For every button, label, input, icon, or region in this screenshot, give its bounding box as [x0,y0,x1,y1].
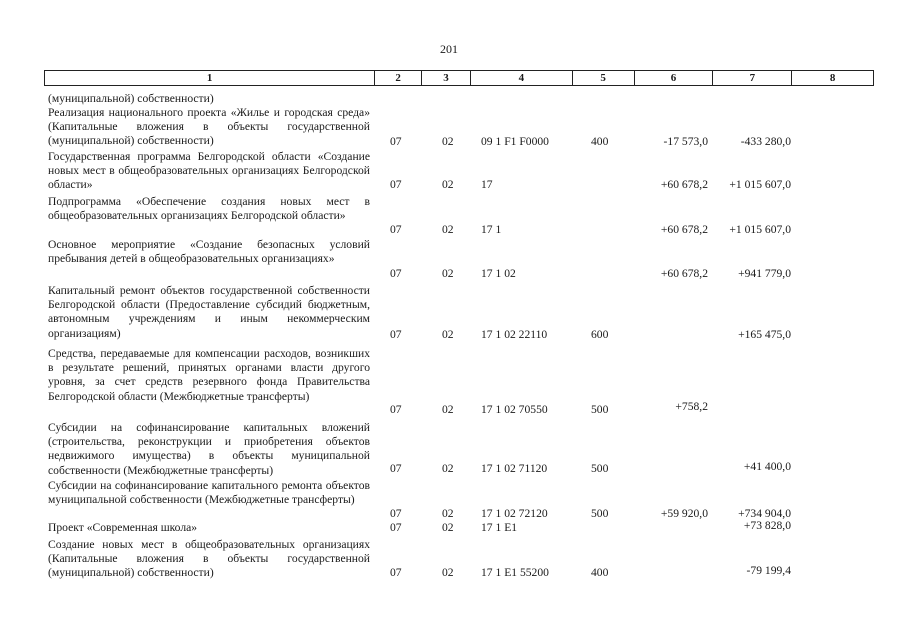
row-target-code: 17 1 02 71120 [481,462,548,475]
row-amount-col6: +60 678,2 [660,223,708,236]
row-expense-type: 500 [591,462,609,475]
row-description: Создание новых мест в общеобразовательных организациях (Капитальные вложения в объекты государственной (муниципальной) собственности) [48,538,370,580]
row-target-code: 09 1 F1 F0000 [481,135,549,148]
row-description: Средства, передаваемые для компенсации расходов, возникших в результате решений, принятых органами власти другого уровня, за счет средств резервного фонда Правительства Белгородской области (Межбюджетные трансферты) [48,347,370,403]
row-subsection: 02 [442,462,454,475]
row-expense-type: 500 [591,507,609,520]
row-amount-col6: +59 920,0 [660,507,708,520]
row-amount-col7: +165 475,0 [738,328,791,341]
row-section: 07 [390,462,402,475]
row-amount-col7: +941 779,0 [738,267,791,280]
row-target-code: 17 1 E1 [481,521,518,534]
row-target-code: 17 1 E1 55200 [481,566,549,579]
row-amount-col7: +1 015 607,0 [729,178,791,191]
row-subsection: 02 [442,223,454,236]
row-target-code: 17 1 02 70550 [481,403,548,416]
row-description: Основное мероприятие «Создание безопасных условий пребывания детей в общеобразовательных организациях» [48,238,370,266]
table-header [44,70,874,86]
row-subsection: 02 [442,135,454,148]
header-col-1: 1 [45,71,375,85]
row-amount-col7: -79 199,4 [746,564,791,577]
row-section: 07 [390,267,402,280]
row-amount-col6: +60 678,2 [660,267,708,280]
row-subsection: 02 [442,328,454,341]
row-section: 07 [390,223,402,236]
header-col-2: 2 [375,71,422,85]
header-col-6: 6 [635,71,714,85]
row-target-code: 17 1 02 22110 [481,328,548,341]
row-description: Субсидии на софинансирование капитальных вложений (строительства, реконструкции и приобретения объектов недвижимого имущества) в объекты муниципальной собственности (Межбюджетные трансферты) [48,421,370,477]
header-col-4: 4 [471,71,573,85]
row-target-code: 17 1 02 72120 [481,507,548,520]
header-col-5: 5 [573,71,635,85]
row-section: 07 [390,566,402,579]
row-amount-col6: +60 678,2 [660,178,708,191]
row-expense-type: 400 [591,135,609,148]
row-subsection: 02 [442,403,454,416]
row-description: (муниципальной) собственности) [48,92,214,105]
row-expense-type: 600 [591,328,609,341]
row-amount-col7: -433 280,0 [740,135,791,148]
header-col-8: 8 [829,72,836,84]
row-section: 07 [390,135,402,148]
row-expense-type: 500 [591,403,609,416]
row-subsection: 02 [442,507,454,520]
row-amount-col6: +758,2 [675,400,708,413]
row-subsection: 02 [442,566,454,579]
row-section: 07 [390,521,402,534]
row-amount-col7: +73 828,0 [743,519,791,532]
row-description: Подпрограмма «Обеспечение создания новых мест в общеобразовательных организациях Белгородской области» [48,195,370,223]
row-section: 07 [390,403,402,416]
row-target-code: 17 1 02 [481,267,516,280]
row-description: Проект «Современная школа» [48,521,198,534]
row-amount-col7: +41 400,0 [743,460,791,473]
header-col-3: 3 [422,71,471,85]
row-description: Государственная программа Белгородской области «Создание новых мест в общеобразовательных организациях Белгородской области» [48,150,370,192]
row-amount-col7: +734 904,0 [738,507,791,520]
header-col-7: 7 [713,71,792,85]
row-target-code: 17 1 [481,223,502,236]
row-description: Капитальный ремонт объектов государственной собственности Белгородской области (Предоставление субсидий бюджетным, автономным учреждениям и иным некоммерческим организациям) [48,284,370,340]
row-section: 07 [390,507,402,520]
row-amount-col6: -17 573,0 [663,135,708,148]
row-expense-type: 400 [591,566,609,579]
row-amount-col7: +1 015 607,0 [729,223,791,236]
row-description: Реализация национального проекта «Жилье и городская среда» (Капитальные вложения в объекты государственной (муниципальной) собственности) [48,106,370,148]
row-subsection: 02 [442,178,454,191]
row-subsection: 02 [442,521,454,534]
page-number: 201 [440,42,458,56]
row-section: 07 [390,178,402,191]
row-target-code: 17 [481,178,493,191]
row-section: 07 [390,328,402,341]
row-description: Субсидии на софинансирование капитального ремонта объектов муниципальной собственности (Межбюджетные трансферты) [48,479,370,507]
row-subsection: 02 [442,267,454,280]
